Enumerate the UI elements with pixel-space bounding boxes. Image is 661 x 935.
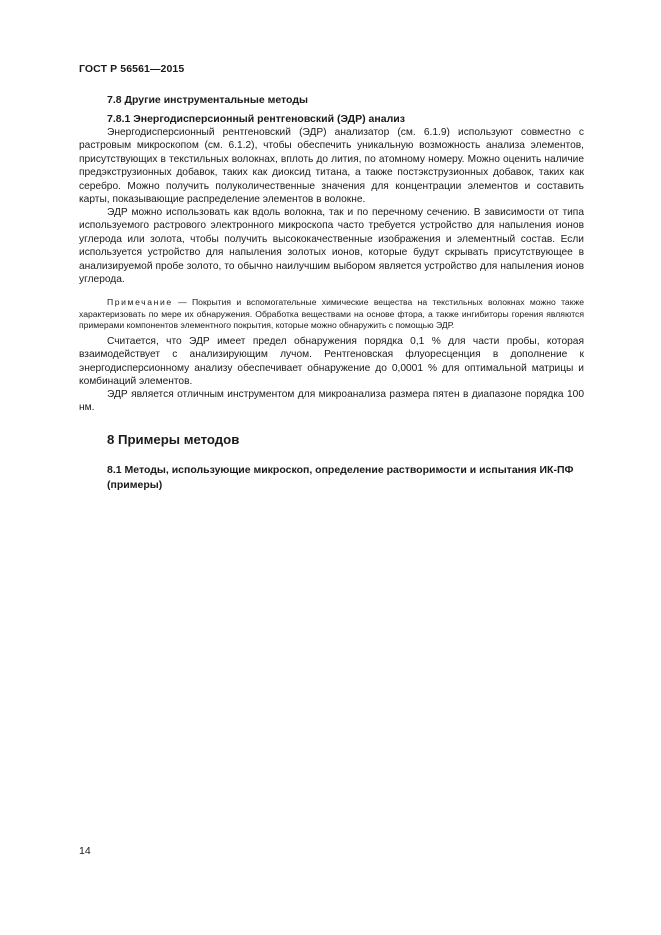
paragraph-microanalysis: ЭДР является отличным инструментом для микроанализа размера пятен в диапазоне порядка 100 нм. — [79, 389, 584, 414]
note-text: — Покрытия и вспомогательные химические вещества на текстильных волокнах можно также характеризовать по мере их обнаружения. Обработка веществами на основе фтора, а также ингибиторы горения являются примерами компонентов элементного покрытия, которые можно обнаружить с помощью ЭДР. — [79, 297, 584, 331]
page-number: 14 — [79, 845, 91, 857]
section-7-8-heading: 7.8 Другие инструментальные методы — [107, 94, 308, 106]
paragraph-detection-limit: Считается, что ЭДР имеет предел обнаружения порядка 0,1 % для части пробы, которая взаимодействует с анализирующим лучом. Рентгеновская флуоресценция в дополнение к энергодисперсионному анализу обеспечивает обнаружение до 0,0001 % для оптимальной матрицы и комбинаций элементов. — [79, 336, 584, 388]
paragraph-eds-usage: ЭДР можно использовать как вдоль волокна, так и по перечному сечению. В зависимости от типа используемого растрового электронного микроскопа часто требуется устройство для напыления ионов углерода или золота, чтобы получить высококачественные изображения и элементный состав. Если используется устройство для напыления золотых ионов, которые будут скрывать присутствующее в анализируемой пробе золото, то обычно наилучшим выбором является устройство для напыления ионов углерода. — [79, 207, 584, 286]
paragraph-eds-intro: Энергодисперсионный рентгеновский (ЭДР) анализатор (см. 6.1.9) используют совместно с растровым микроскопом (см. 6.1.2), чтобы обеспечить уникальную возможность анализа элементов, присутствующих в текстильных волокнах, вплоть до лития, по атомному номеру. Можно оценить наличие предэкструзионных добавок, таких как диоксид титана, а также постэкструзионных добавок, таких как серебро. Можно получить полуколичественные значения для концентрации элементов и составить карты, показывающие распределение элементов в волокне. — [79, 127, 584, 206]
note-block — [79, 297, 584, 332]
section-8-1-heading: 8.1 Методы, использующие микроскоп, определение растворимости и испытания ИК-ПФ (примеры) — [107, 464, 574, 491]
section-7-8-1-heading: 7.8.1 Энергодисперсионный рентгеновский (ЭДР) анализ — [107, 113, 405, 125]
section-8-heading: 8 Примеры методов — [107, 432, 240, 447]
document-header-code: ГОСТ Р 56561—2015 — [79, 63, 185, 75]
note-label: Примечание — [107, 297, 173, 307]
